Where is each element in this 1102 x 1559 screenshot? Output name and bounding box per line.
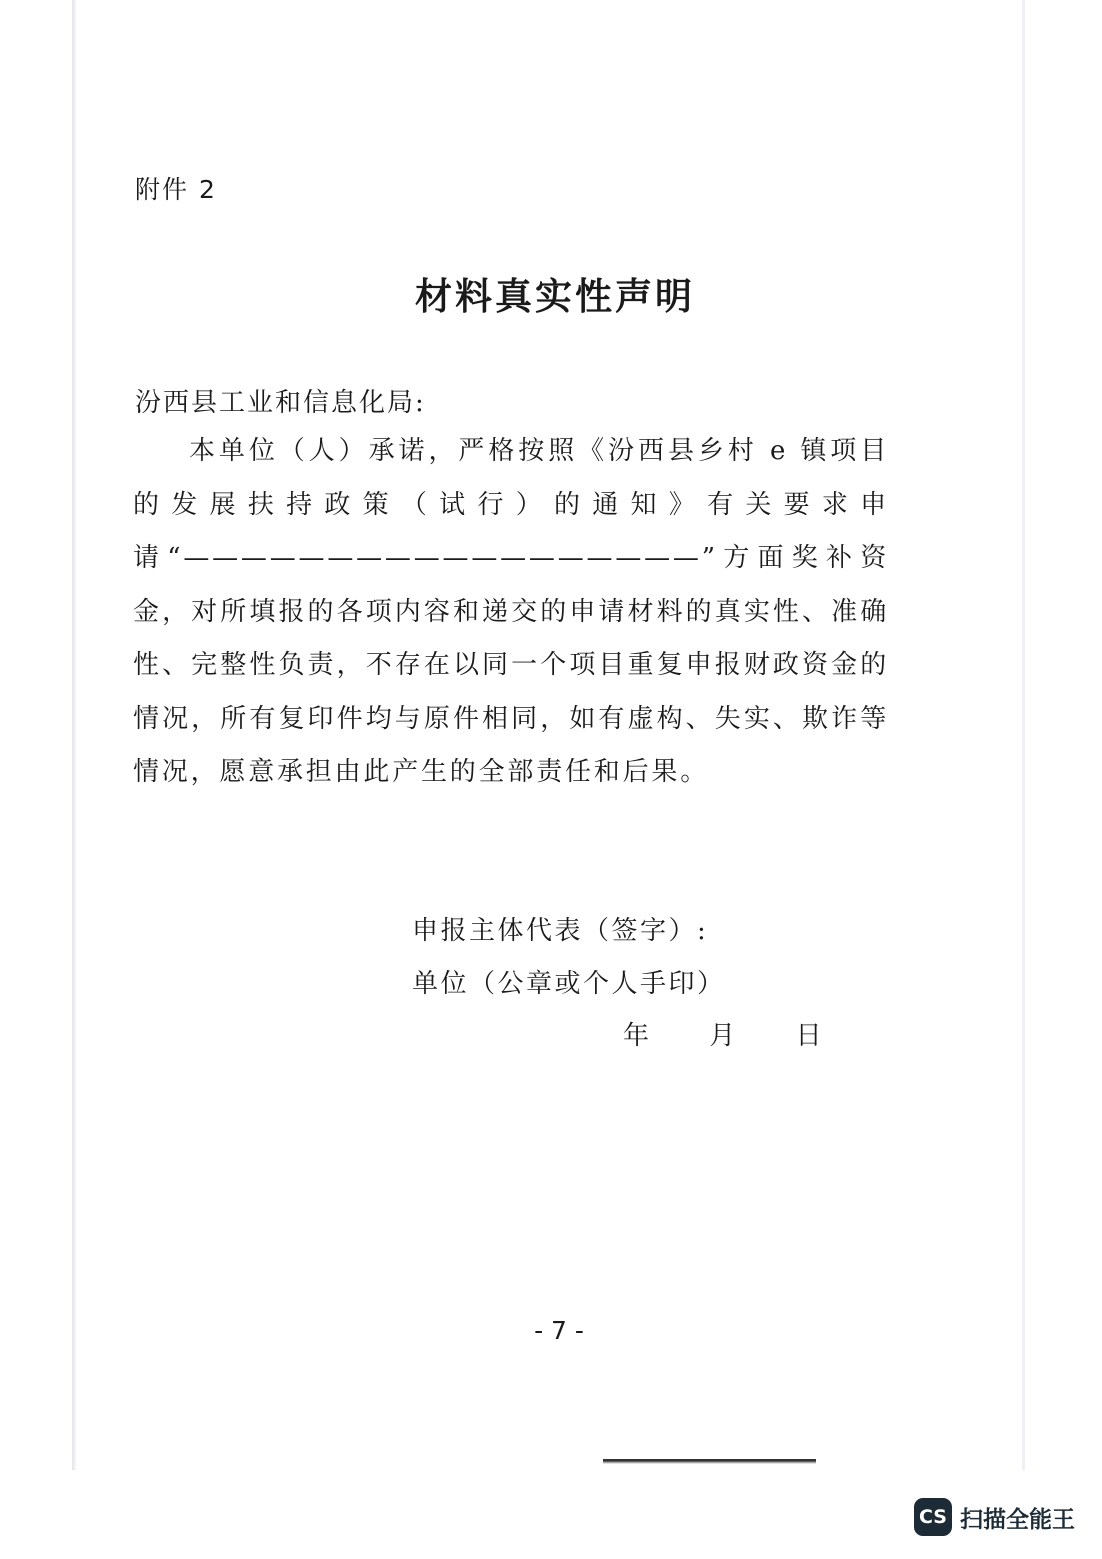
signature-representative: 申报主体代表（签字）:	[412, 916, 709, 946]
addressee: 汾西县工业和信息化局:	[135, 388, 426, 418]
page-number: - 7 -	[534, 1316, 584, 1345]
signature-unit: 单位（公章或个人手印）	[412, 969, 726, 999]
camscanner-logo-icon: CS	[914, 1498, 952, 1536]
document-title: 材料真实性声明	[415, 274, 695, 318]
camscanner-app-name: 扫描全能王	[960, 1506, 1075, 1533]
scan-edge-right	[1022, 0, 1025, 1470]
date-year: 年	[623, 1021, 650, 1051]
declaration-body: 本单位（人）承诺，严格按照《汾西县乡村 e 镇项目的发展扶持政策（试行）的通知》有关要求申请“——————————————————”方面奖补资金，对所填报的各项内容和递交的申请材料的真实性、准确性、完整性负责，不存在以同一个项目重复申报财政资金的情况，所有复印件均与原件相同，如有虚构、失实、欺诈等情况，愿意承担由此产生的全部责任和后果。	[133, 436, 889, 787]
date-day: 日	[795, 1021, 822, 1051]
date-line	[623, 1015, 874, 1052]
attachment-label: 附件 2	[135, 175, 217, 204]
date-month: 月	[709, 1021, 736, 1051]
scanner-watermark	[914, 1497, 1075, 1537]
scan-bottom-edge	[603, 1459, 816, 1464]
scan-edge-left	[72, 0, 76, 1470]
